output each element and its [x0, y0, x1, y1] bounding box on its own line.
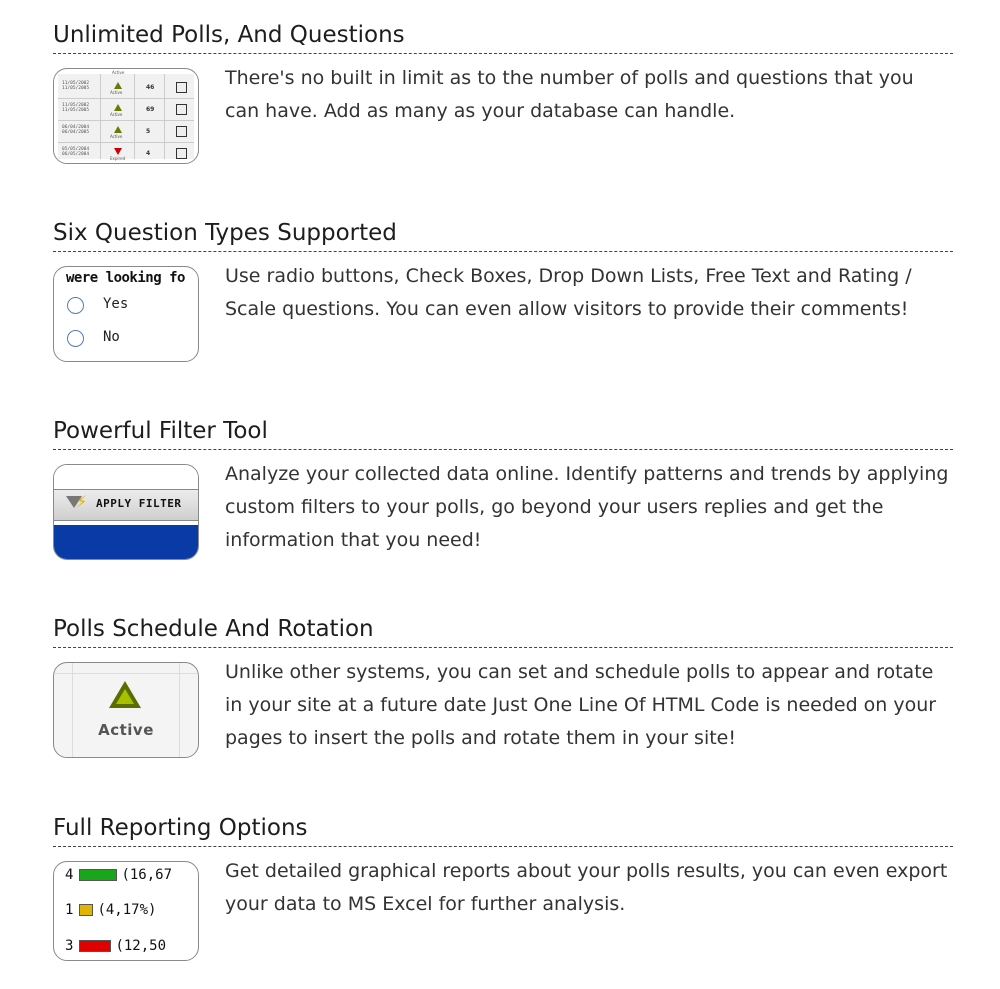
expired-triangle-icon	[114, 148, 122, 155]
section-title: Six Question Types Supported	[53, 218, 953, 252]
edit-icon	[176, 82, 187, 93]
feature-unlimited-polls	[53, 20, 953, 161]
section-description: Use radio buttons, Check Boxes, Drop Down Lists, Free Text and Rating / Scale questions. You can even allow visitors to provide their comments!	[225, 265, 912, 320]
lightning-icon: ⚡	[76, 492, 88, 511]
active-triangle-icon	[114, 126, 122, 133]
table-row: 05/05/2004 06/05/2004 Expired 4	[58, 144, 194, 164]
result-bar	[79, 869, 117, 881]
edit-icon	[176, 126, 187, 137]
active-triangle-icon	[114, 104, 122, 111]
section-description: Unlike other systems, you can set and schedule polls to appear and rotate in your site at a future date Just One Line Of HTML Code is needed on your pages to insert the polls and rotate them in your site!	[225, 661, 937, 749]
section-title: Full Reporting Options	[53, 813, 953, 847]
status-header: Active	[112, 70, 125, 75]
radio-question-thumbnail: were looking fo Yes No	[53, 266, 199, 362]
result-bar	[79, 904, 93, 916]
radio-icon	[67, 297, 84, 314]
question-text: were looking fo	[66, 270, 185, 286]
edit-icon	[176, 104, 187, 115]
section-description: There's no built in limit as to the number of polls and questions that you can have. Add as many as your database can handle.	[225, 67, 914, 122]
edit-icon	[176, 148, 187, 159]
polls-table-thumbnail	[53, 68, 199, 164]
table-row: 11/05/2002 11/05/2005 Active 69	[58, 100, 194, 121]
radio-icon	[67, 330, 84, 347]
section-description: Get detailed graphical reports about your polls results, you can even export your data to MS Excel for further analysis.	[225, 860, 948, 915]
feature-reporting	[53, 813, 953, 954]
table-row: 06/04/2004 06/04/2005 Active 5	[58, 122, 194, 143]
apply-filter-button: ⚡ APPLY FILTER	[53, 489, 199, 521]
status-label: Active	[98, 721, 154, 739]
feature-schedule-rotation	[53, 614, 953, 749]
section-title: Powerful Filter Tool	[53, 416, 953, 450]
result-bar	[79, 940, 111, 952]
active-triangle-icon	[114, 82, 122, 89]
report-row: 4 (16,67	[65, 867, 173, 883]
feature-filter-tool	[53, 416, 953, 551]
active-status-thumbnail	[53, 662, 199, 758]
active-triangle-icon	[109, 681, 141, 708]
table-row: 11/05/2002 11/05/2005 Active 46	[58, 78, 194, 99]
filter-button-thumbnail	[53, 464, 199, 560]
report-row: 3 (12,50	[65, 938, 167, 954]
section-title: Unlimited Polls, And Questions	[53, 20, 953, 54]
feature-question-types	[53, 218, 953, 345]
section-title: Polls Schedule And Rotation	[53, 614, 953, 648]
report-bars-thumbnail	[53, 861, 199, 961]
section-description: Analyze your collected data online. Identify patterns and trends by applying custom filters to your polls, go beyond your users replies and get the information that you need!	[225, 463, 949, 551]
report-row: 1 (4,17%)	[65, 902, 157, 918]
